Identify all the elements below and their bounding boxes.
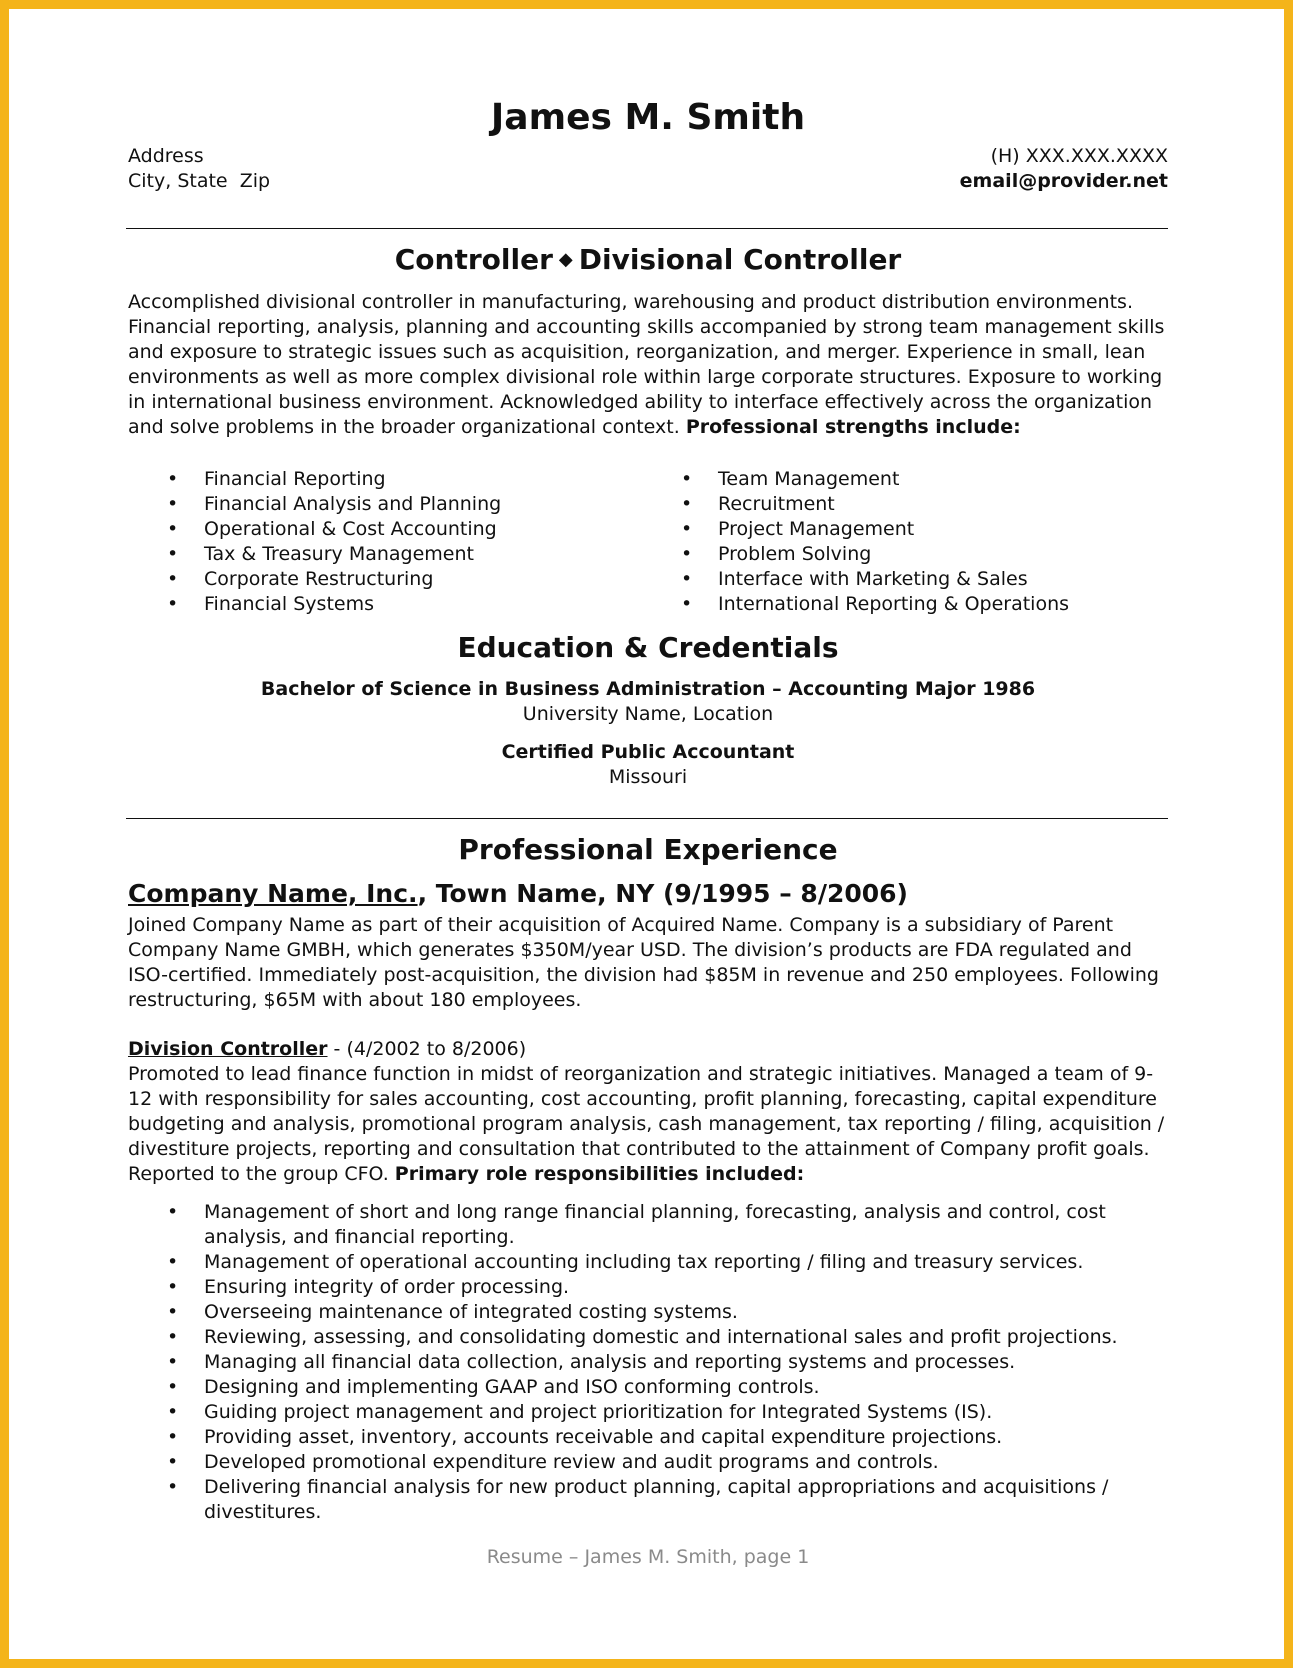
list-item: • Designing and implementing GAAP and ISO conforming controls.: [128, 1375, 1168, 1400]
list-item: • Overseeing maintenance of integrated costing systems.: [128, 1300, 1168, 1325]
list-item: • Financial Systems: [128, 592, 501, 617]
company-name: Company Name, Inc.: [128, 879, 418, 908]
company-description: Joined Company Name as part of their acquisition of Acquired Name. Company is a subsidiary of Parent Company Name GMBH, which generates $350M/year USD. The division’s products are FDA regulated and ISO-certified. Immediately post-acquisition, the division had $85M in revenue and 250 employees. Following restructuring, $65M with about 180 employees.: [128, 914, 1159, 1011]
list-item: • International Reporting & Operations: [642, 592, 1069, 617]
diamond-icon: ◆: [558, 249, 573, 270]
contact-block: [960, 144, 1168, 194]
list-item: • Ensuring integrity of order processing.: [128, 1275, 1168, 1300]
divider-top: [126, 228, 1168, 229]
strengths-label: Professional strengths include:: [685, 416, 1021, 438]
list-item: • Financial Analysis and Planning: [128, 492, 501, 517]
role-description: [128, 1062, 1168, 1187]
list-item: • Tax & Treasury Management: [128, 542, 501, 567]
list-item: • Managing all financial data collection, analysis and reporting systems and processes.: [128, 1350, 1168, 1375]
responsibilities-label: Primary role responsibilities included:: [394, 1163, 805, 1185]
certification-location: Missouri: [608, 766, 688, 788]
school: University Name, Location: [522, 703, 774, 725]
page-footer: Resume – James M. Smith, page 1: [486, 1546, 810, 1568]
address-line: Address: [128, 145, 204, 167]
job-title-heading: [128, 244, 1168, 280]
list-item: • Management of operational accounting including tax reporting / filing and treasury services.: [128, 1250, 1168, 1275]
list-item: • Project Management: [642, 517, 1069, 542]
phone-number: (H) XXX.XXX.XXXX: [990, 145, 1168, 167]
company-location-dates: , Town Name, NY (9/1995 – 8/2006): [417, 879, 908, 908]
responsibilities-list: [128, 1200, 1168, 1525]
summary-text: Accomplished divisional controller in manufacturing, warehousing and product distribution environments. Financial reporting, analysis, planning and accounting skills accompanied by strong team management skills and exposure to strategic issues such as acquisition, reorganization, and merger. Experience in small, lean environments as well as more complex divisional role within large corporate structures. Exposure to working in international business environment. Acknowledged ability to interface effectively across the organization and solve problems in the broader organizational context.: [128, 291, 1165, 438]
role-dates: - (4/2002 to 8/2006): [327, 1038, 527, 1060]
education-heading: Education & Credentials: [457, 631, 839, 664]
list-item: • Problem Solving: [642, 542, 1069, 567]
list-item: • Delivering financial analysis for new product planning, capital appropriations and acquisitions / divestitures.: [128, 1475, 1168, 1525]
skills-column-left: [128, 467, 501, 617]
list-item: • Management of short and long range financial planning, forecasting, analysis and control, cost analysis, and financial reporting.: [128, 1200, 1168, 1250]
company-line: [128, 879, 1168, 909]
summary-paragraph: [128, 290, 1168, 440]
address-block: [128, 144, 270, 194]
job-title-part1: Controller: [394, 243, 553, 276]
degree: Bachelor of Science in Business Administration – Accounting Major 1986: [260, 678, 1036, 700]
email-address[interactable]: email@provider.net: [959, 170, 1168, 192]
list-item: • Reviewing, assessing, and consolidating domestic and international sales and profit projections.: [128, 1325, 1168, 1350]
list-item: • Guiding project management and project prioritization for Integrated Systems (IS).: [128, 1400, 1168, 1425]
list-item: • Providing asset, inventory, accounts receivable and capital expenditure projections.: [128, 1425, 1168, 1450]
skills-column-right: [642, 467, 1069, 617]
certification: Certified Public Accountant: [501, 741, 795, 763]
role-description-text: Promoted to lead finance function in midst of reorganization and strategic initiatives. Managed a team of 9-12 with responsibility for sales accounting, cost accounting, profit planning, forecasting, capital expenditure budgeting and analysis, promotional program analysis, cash management, tax reporting / filing, acquisition / divestiture projects, reporting and consultation that contributed to the attainment of Company profit goals. Reported to the group CFO.: [128, 1063, 1165, 1185]
list-item: • Team Management: [642, 467, 1069, 492]
list-item: • Developed promotional expenditure review and audit programs and controls.: [128, 1450, 1168, 1475]
experience-heading: Professional Experience: [458, 833, 838, 866]
city-state-zip: City, State Zip: [128, 170, 271, 192]
divider-middle: [126, 818, 1168, 819]
candidate-name: James M. Smith: [490, 97, 806, 138]
role-line: [128, 1037, 1168, 1062]
list-item: • Interface with Marketing & Sales: [642, 567, 1069, 592]
list-item: • Financial Reporting: [128, 467, 501, 492]
job-title-part2: Divisional Controller: [578, 243, 902, 276]
list-item: • Operational & Cost Accounting: [128, 517, 501, 542]
list-item: • Corporate Restructuring: [128, 567, 501, 592]
list-item: • Recruitment: [642, 492, 1069, 517]
role-title: Division Controller: [128, 1038, 328, 1060]
